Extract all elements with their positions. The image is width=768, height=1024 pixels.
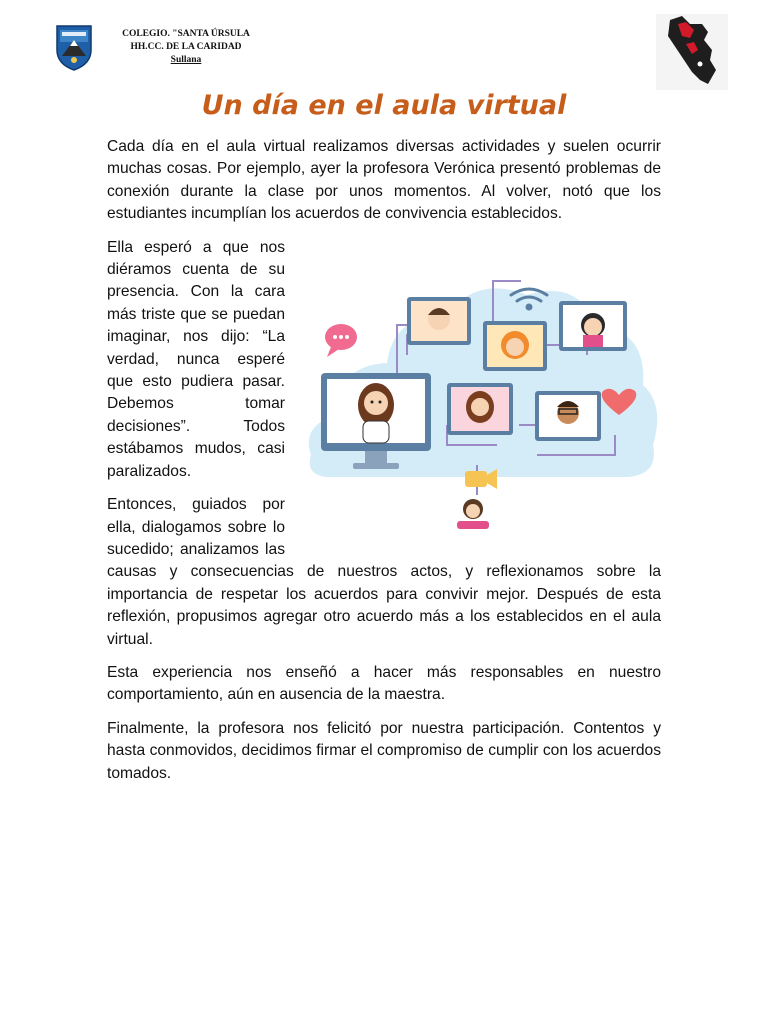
paragraph-4: Esta experiencia nos enseñó a hacer más responsables en nuestro comportamiento, aún en ausencia de la maestra.: [107, 663, 661, 704]
student-tile: [483, 321, 547, 371]
school-line-2: HH.CC. DE LA CARIDAD: [130, 42, 242, 52]
document-body: [107, 136, 661, 796]
peru-map-icon: [656, 14, 728, 90]
page-header: [0, 14, 768, 84]
student-tile: [407, 297, 471, 345]
mascot: [457, 499, 489, 529]
chat-bubble-icon: [325, 324, 357, 357]
virtual-classroom-illustration: [297, 265, 665, 551]
student-tile: [535, 391, 601, 441]
student-tile: [559, 301, 627, 351]
paragraph-2: Ella esperó a que nos diéramos cuenta de su presencia. Con la cara más triste que se puedan imaginar, nos dijo: “La verdad, nunca esperé que esto pudiera pasar. Debemos tomar decisiones”. Todos estábamos mudos, casi paralizados.: [107, 238, 285, 480]
school-crest-icon: [54, 22, 94, 72]
paragraph-3: Entonces, guiados por ella, dialogamos sobre lo sucedido; analizamos las causas y consecuencias de nuestros actos, y reflexionamos sobre la importancia de respetar los acuerdos para convivir mejor. Después de esta reflexión, propusimos agregar otro acuerdo más a los establecidos en el aula virtual.: [107, 496, 661, 648]
camera-icon: [465, 469, 497, 489]
school-name: [100, 28, 272, 67]
student-tile: [447, 383, 513, 435]
page-title: Un día en el aula virtual: [201, 90, 567, 121]
school-line-1: COLEGIO. "SANTA ÚRSULA: [122, 29, 250, 39]
school-city: Sullana: [170, 55, 202, 65]
paragraph-1: Cada día en el aula virtual realizamos diversas actividades y suelen ocurrir muchas cosas. Por ejemplo, ayer la profesora Verónica presentó problemas de conexión durante la clase por unos momentos. Al volver, notó que los estudiantes incumplían los acuerdos de convivencia establecidos.: [107, 138, 661, 223]
paragraph-5: Finalmente, la profesora nos felicitó por nuestra participación. Contentos y hasta conmovidos, decidimos firmar el compromiso de cumplir con los acuerdos tomados.: [107, 719, 661, 782]
